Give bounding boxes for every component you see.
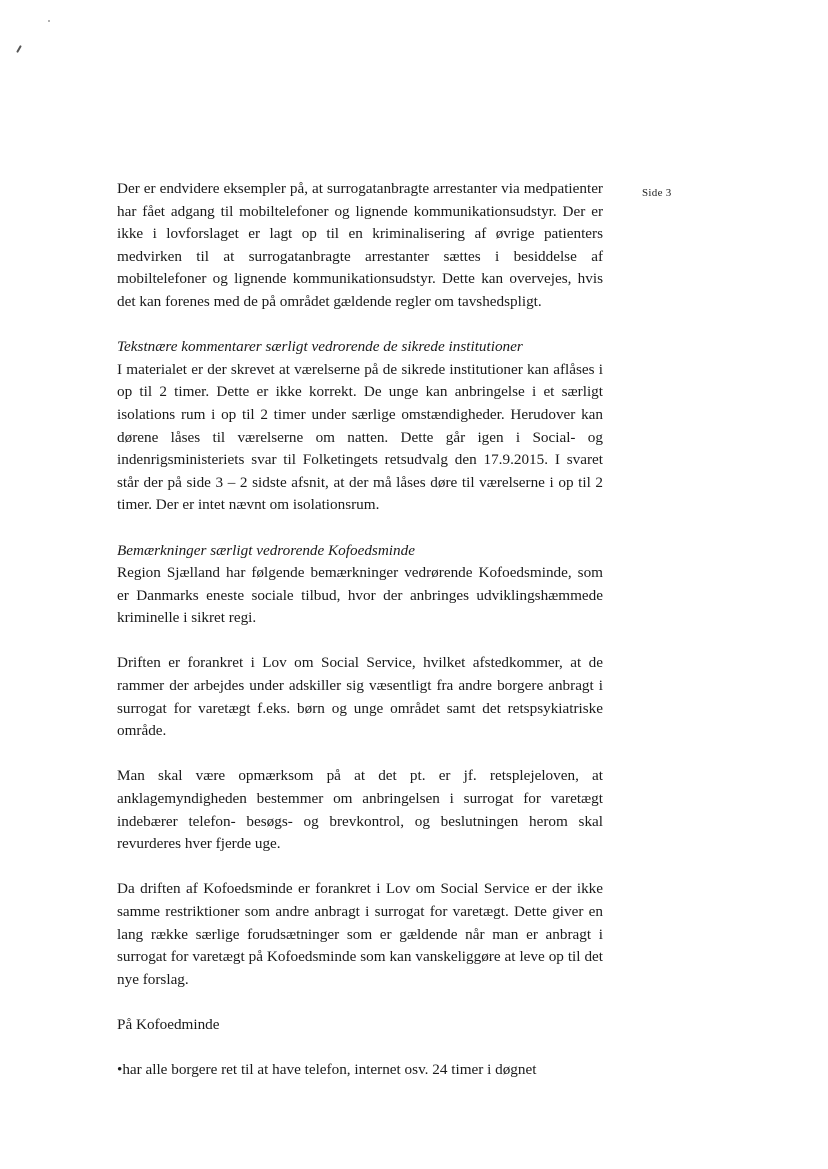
section-text-sikrede: I materialet er der skrevet at værelserne på de sikrede institutioner kan aflåses i op til 2 timer. Dette er ikke korrekt. De unge kan anbringelse i et særligt isolations rum i op til 2 timer under særlige omstændigheder. Herudover kan dørene låses til værelserne om natten. Dette går igen i Social- og indenrigsministeriets svar til Folketingets retsudvalg den 17.9.2015. I svaret står der på side 3 – 2 sidste afsnit, at der må låses døre til værelserne i op til 2 timer. Der er intet nævnt om isolationsrum. — [117, 360, 603, 514]
paragraph-restriktioner: Da driften af Kofoedsminde er forankret i Lov om Social Service er der ikke samme restriktioner som andre anbragt i surrogat for varetægt. Dette giver en lang række særlige forudsætninger som er gældende når man er anbragt i surrogat for varetægt på Kofoedsminde som kan vanskeliggøre at leve op til det nye forslag. — [117, 880, 603, 988]
section-heading-kofoedsminde: Bemærkninger særligt vedrorende Kofoedsminde — [117, 541, 415, 559]
paragraph-paa-kofoedminde: På Kofoedminde — [117, 1015, 220, 1033]
section-text-kofoedsminde: Region Sjælland har følgende bemærkninger vedrørende Kofoedsminde, som er Danmarks eneste sociale tilbud, hvor der anbringes udviklingshæmmede kriminelle i sikret regi. — [117, 564, 603, 627]
paragraph-opmaerksom: Man skal være opmærksom på at det pt. er jf. retsplejeloven, at anklagemyndigheden bestemmer om anbringelsen i surrogat for varetægt indebærer telefon- besøgs- og brevkontrol, og beslutningen herom skal revurderes hver fjerde uge. — [117, 767, 603, 853]
scan-speck — [48, 20, 50, 22]
paragraph-driften: Driften er forankret i Lov om Social Service, hvilket afstedkommer, at de rammer der arbejdes under adskiller sig væsentligt fra andre borgere anbragt i surrogat for varetægt f.eks. børn og unge området samt det retspsykiatriske område. — [117, 654, 603, 740]
paragraph-medpatienter: Der er endvidere eksempler på, at surrogatanbragte arrestanter via medpatienter har fået adgang til mobiltelefoner og lignende kommunikationsudstyr. Der er ikke i lovforslaget er lagt op til en kriminalisering af øvrige patienters medvirken til at surrogatanbragte arrestanter sættes i besiddelse af mobiltelefoner og lignende kommunikationsudstyr. Dette kan overvejes, hvis det kan forenes med de på området gældende regler om tavshedspligt. — [117, 180, 603, 310]
page-number: Side 3 — [642, 187, 672, 199]
document-body — [117, 178, 603, 1082]
section-kofoedsminde — [117, 540, 603, 630]
section-heading-sikrede: Tekstnære kommentarer særligt vedrorende de sikrede institutioner — [117, 338, 523, 356]
scan-mark — [16, 45, 22, 53]
section-sikrede-institutioner — [117, 336, 603, 517]
bullet-item: •har alle borgere ret til at have telefon, internet osv. 24 timer i døgnet — [117, 1061, 537, 1079]
